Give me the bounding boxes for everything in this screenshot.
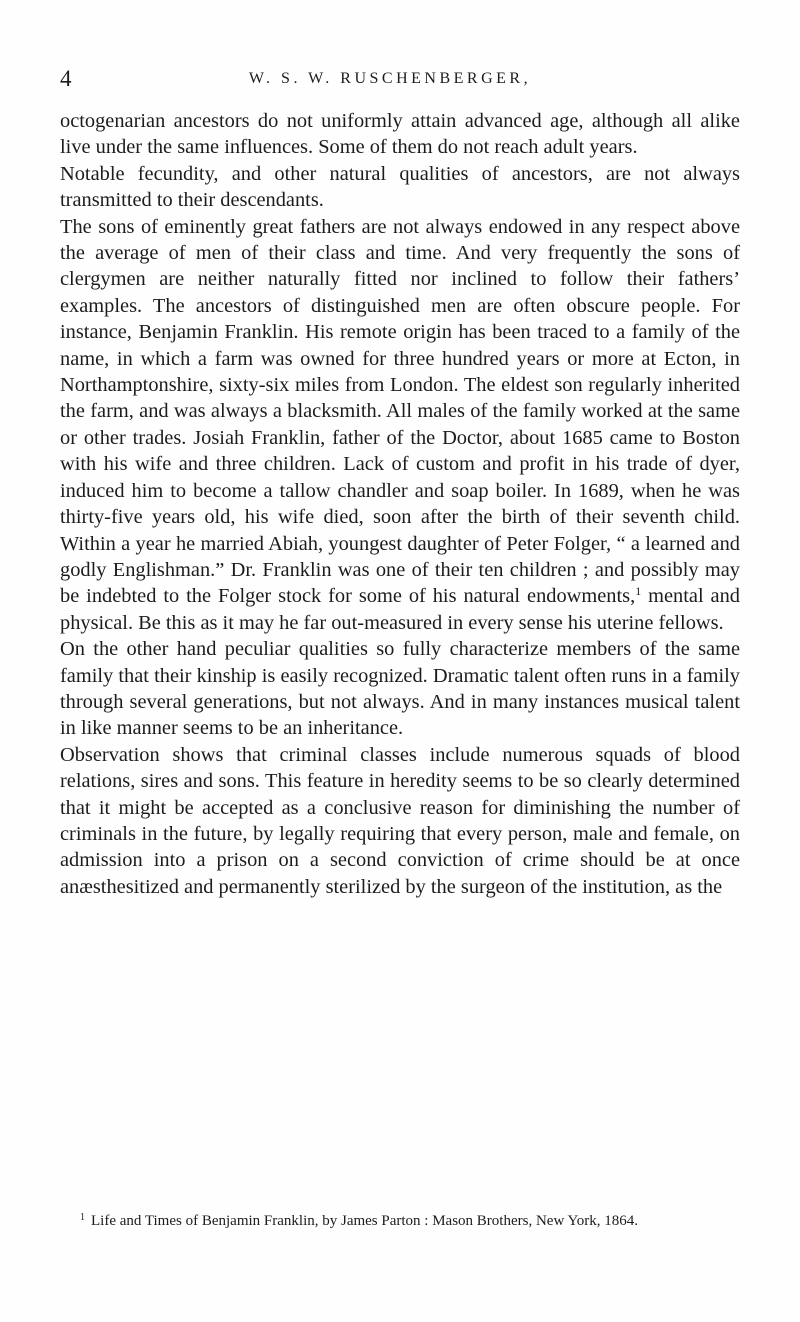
paragraph-4: On the other hand peculiar qualities so fully characterize members of the same family that their kinship is easily recognized. Dramatic talent often runs in a family through several generations, but not always. And in many instances musical talent in like manner seems to be an inheritance. — [60, 638, 740, 740]
body-text — [60, 108, 740, 900]
paragraph-3 — [60, 214, 740, 637]
running-head — [60, 64, 740, 94]
paragraph-1: octogenarian ancestors do not uniformly attain advanced age, although all alike live under the same influences. Some of them do not reach adult years. — [60, 110, 740, 159]
footnote — [60, 1207, 740, 1232]
footnote-text: Life and Times of Benjamin Franklin, by James Parton : Mason Brothers, New York, 1864. — [91, 1213, 639, 1229]
paragraph-3-text: The sons of eminently great fathers are not always endowed in any respect above the average of men of their class and time. And very frequently the sons of clergymen are neither naturally fitted nor inclined to follow their fathers’ examples. The ancestors of distinguished men are often obscure people. For instance, Benjamin Franklin. His remote origin has been traced to a family of the name, in which a farm was owned for three hundred years or more at Ecton, in Northamptonshire, sixty-six miles from London. The eldest son regularly inherited the farm, and was always a blacksmith. All males of the family worked at the same or other trades. Josiah Franklin, father of the Doctor, about 1685 came to Boston with his wife and three children. Lack of custom and profit in his trade of dyer, induced him to become a tallow chandler and soap boiler. In 1689, when he was thirty-five years old, his wife died, soon after the birth of their seventh child. Within a year he married Abiah, youngest daughter of Peter Folger, “ a learned and godly Englishman.” Dr. Franklin was one of their ten children ; and possibly may be indebted to the Folger stock for some of his natural endowments, — [60, 215, 740, 608]
paragraph-2: Notable fecundity, and other natural qualities of ancestors, are not always transmitted to their descendants. — [60, 162, 740, 212]
page-number: 4 — [60, 66, 72, 91]
paragraph-5: Observation shows that criminal classes include numerous squads of blood relations, sires and sons. This feature in heredity seems to be so clearly determined that it might be accepted as a conclusive reason for diminishing the number of criminals in the future, by legally requiring that every person, male and female, on admission into a prison on a second conviction of crime should be at once anæsthesitized and permanently sterilized by the surgeon of the institution, as the — [60, 743, 740, 898]
paragraph-3-continuation: mental and physical. Be this as it may he far out-measured in every sense his uterine fellows. — [60, 585, 740, 634]
footnote-reference: 1 — [635, 584, 642, 599]
running-head-author: W. S. W. RUSCHENBERGER, — [248, 70, 532, 87]
footnote-marker: 1 — [80, 1212, 85, 1223]
